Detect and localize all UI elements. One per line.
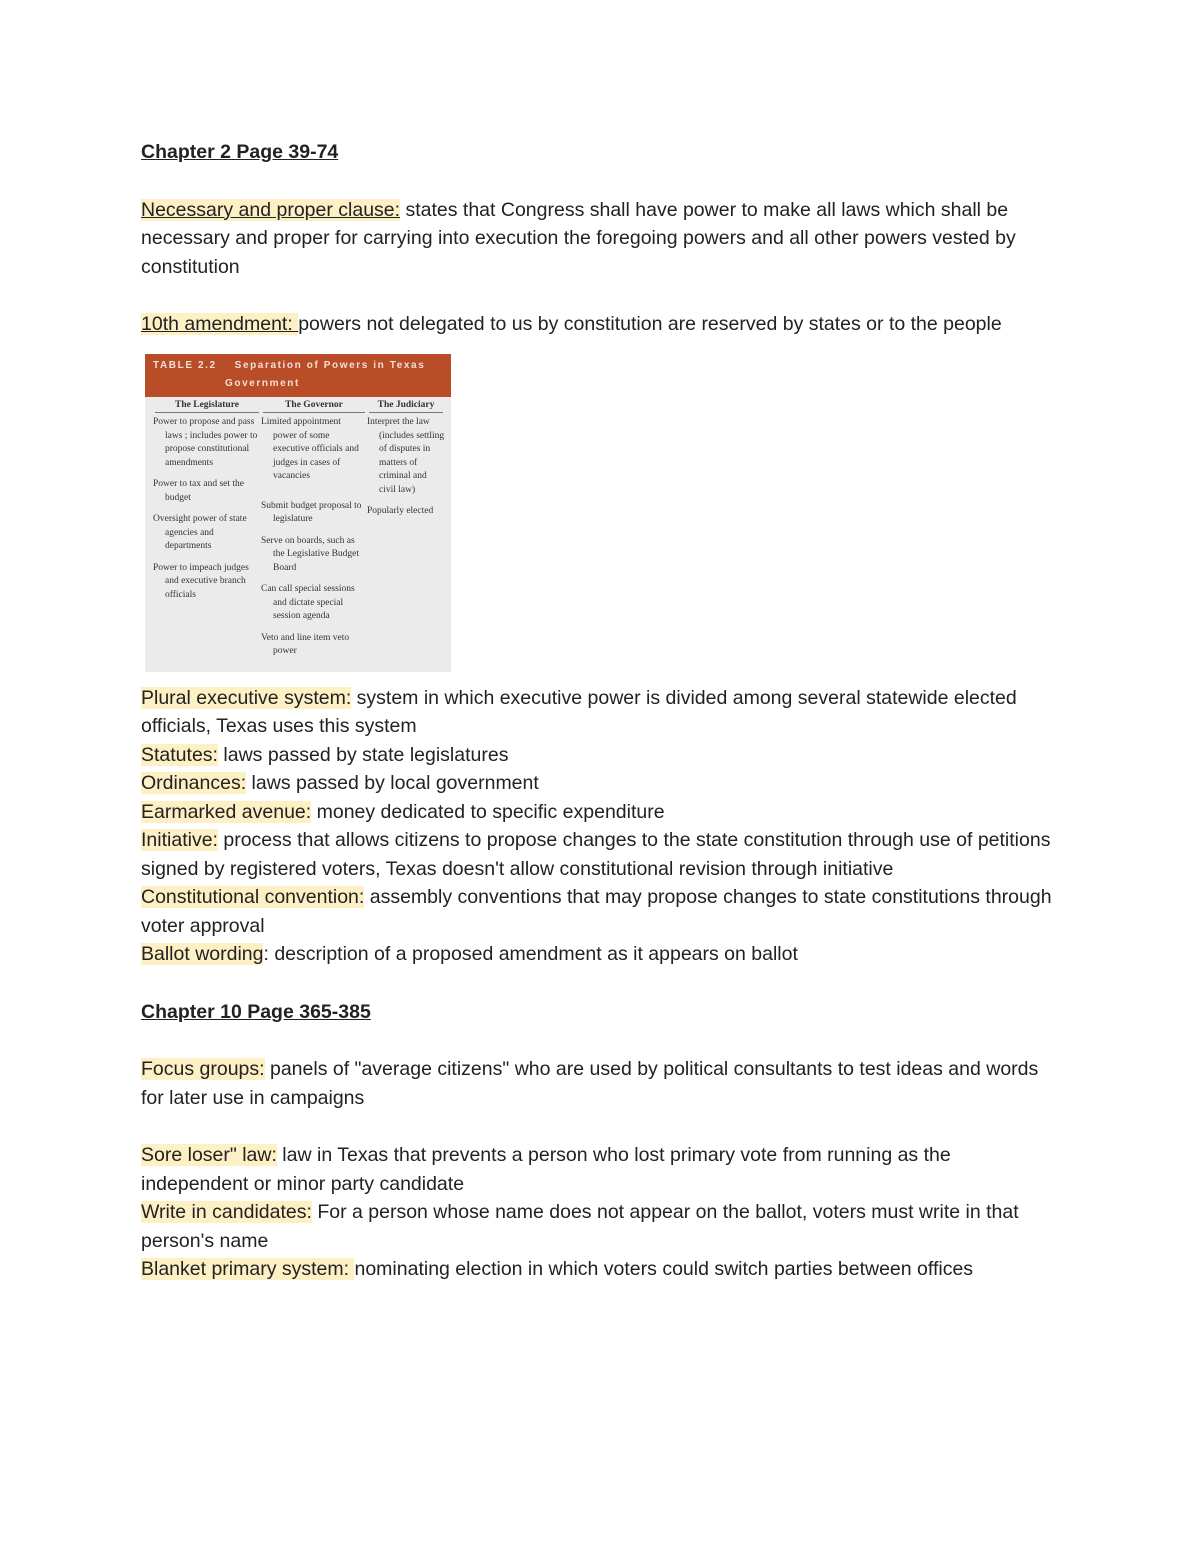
table-cell: Can call special sessions and dictate special session agenda — [261, 584, 355, 621]
term-definition: assembly conventions that may propose changes to state constitutions through voter approval — [141, 886, 1052, 937]
term-definition: money dedicated to specific expenditure — [311, 800, 665, 823]
definition-entry — [141, 1198, 1056, 1255]
term-label: Ordinances: — [141, 772, 247, 794]
term-definition: panels of "average citizens" who are used by political consultants to test ideas and words for later use in campaigns — [141, 1058, 1039, 1109]
definition-entry — [141, 684, 1056, 741]
term-definition: states that Congress shall have power to make all laws which shall be necessary and proper for carrying into execution the foregoing powers and all other powers vested by constitution — [141, 198, 1016, 278]
chapter-2-heading: Chapter 2 Page 39-74 — [141, 141, 339, 163]
tenth-amendment-entry — [141, 310, 1056, 339]
term-label: Ballot wording — [141, 943, 264, 965]
column-header: The Legislature — [155, 399, 259, 414]
term-label: Constitutional convention: — [141, 886, 365, 908]
table-cell: Power to propose and pass laws ; includes power to propose constitutional amendments — [153, 417, 258, 468]
table-cell: Popularly elected — [367, 506, 434, 516]
definition-entry — [141, 769, 1056, 798]
table-cell: Power to tax and set the budget — [153, 479, 245, 503]
definition-entry — [141, 1141, 1056, 1198]
term-definition: : description of a proposed amendment as it appears on ballot — [263, 943, 798, 965]
term-label: Necessary and proper clause: — [141, 198, 401, 221]
term-definition: process that allows citizens to propose changes to the state constitution through use of petitions signed by registered voters, Texas doesn't allow constitutional revision through initiative — [141, 829, 1051, 880]
separation-of-powers-table-image — [145, 354, 451, 672]
table-cell: Interpret the law (includes settling of disputes in matters of criminal and civil law) — [367, 417, 445, 495]
term-label: Sore loser" law: — [141, 1144, 277, 1166]
term-definition: system in which executive power is divided among several statewide elected officials, Texas uses this system — [141, 686, 1017, 737]
term-label: Focus groups: — [141, 1058, 265, 1080]
term-label: Earmarked avenue: — [141, 800, 312, 823]
table-column-governor — [261, 399, 367, 667]
term-label: 10th amendment: — [141, 313, 299, 335]
table-cell: Limited appointment power of some executive officials and judges in cases of vacancies — [261, 417, 359, 481]
table-cell: Power to impeach judges and executive branch officials — [153, 562, 249, 600]
definition-entry — [141, 883, 1056, 940]
term-definition: nominating election in which voters could switch parties between offices — [354, 1258, 974, 1280]
column-header: The Governor — [263, 399, 365, 414]
definition-entry — [141, 1255, 1056, 1284]
column-header: The Judiciary — [369, 399, 443, 414]
term-label: Write in candidates: — [141, 1201, 312, 1223]
term-definition: For a person whose name does not appear on the ballot, voters must write in that person's name — [141, 1201, 1019, 1252]
chapter-10-heading: Chapter 10 Page 365-385 — [141, 1000, 371, 1023]
table-cell: Oversight power of state agencies and departments — [153, 514, 247, 551]
table-cell: Submit budget proposal to legislature — [261, 500, 362, 524]
term-label: Initiative: — [141, 829, 218, 851]
definition-entry — [141, 798, 1056, 827]
document-page — [141, 138, 1056, 1284]
definition-entry — [141, 940, 1056, 969]
term-label: Plural executive system: — [141, 686, 352, 709]
table-title-line1: Separation of Powers in Texas — [234, 359, 426, 371]
table-cell: Veto and line item veto power — [261, 632, 350, 656]
table-label: TABLE 2.2 — [153, 359, 217, 371]
term-definition: law in Texas that prevents a person who lost primary vote from running as the independent or minor party candidate — [141, 1144, 951, 1195]
table-column-legislature — [153, 399, 261, 667]
definition-entry — [141, 741, 1056, 770]
table-title-line2: Government — [225, 377, 300, 389]
table-column-judiciary — [367, 399, 445, 667]
term-label: Blanket primary system: — [141, 1258, 355, 1280]
term-definition: laws passed by local government — [246, 772, 539, 794]
table-cell: Serve on boards, such as the Legislative Budget Board — [261, 535, 360, 573]
term-label: Statutes: — [141, 743, 218, 766]
focus-groups-entry — [141, 1055, 1056, 1112]
term-definition: laws passed by state legislatures — [217, 743, 509, 766]
table-header-bar — [145, 354, 451, 397]
table-columns — [145, 397, 451, 667]
term-definition: powers not delegated to us by constitution are reserved by states or to the people — [298, 313, 1002, 335]
necessary-proper-entry — [141, 196, 1056, 282]
definition-entry — [141, 826, 1056, 883]
